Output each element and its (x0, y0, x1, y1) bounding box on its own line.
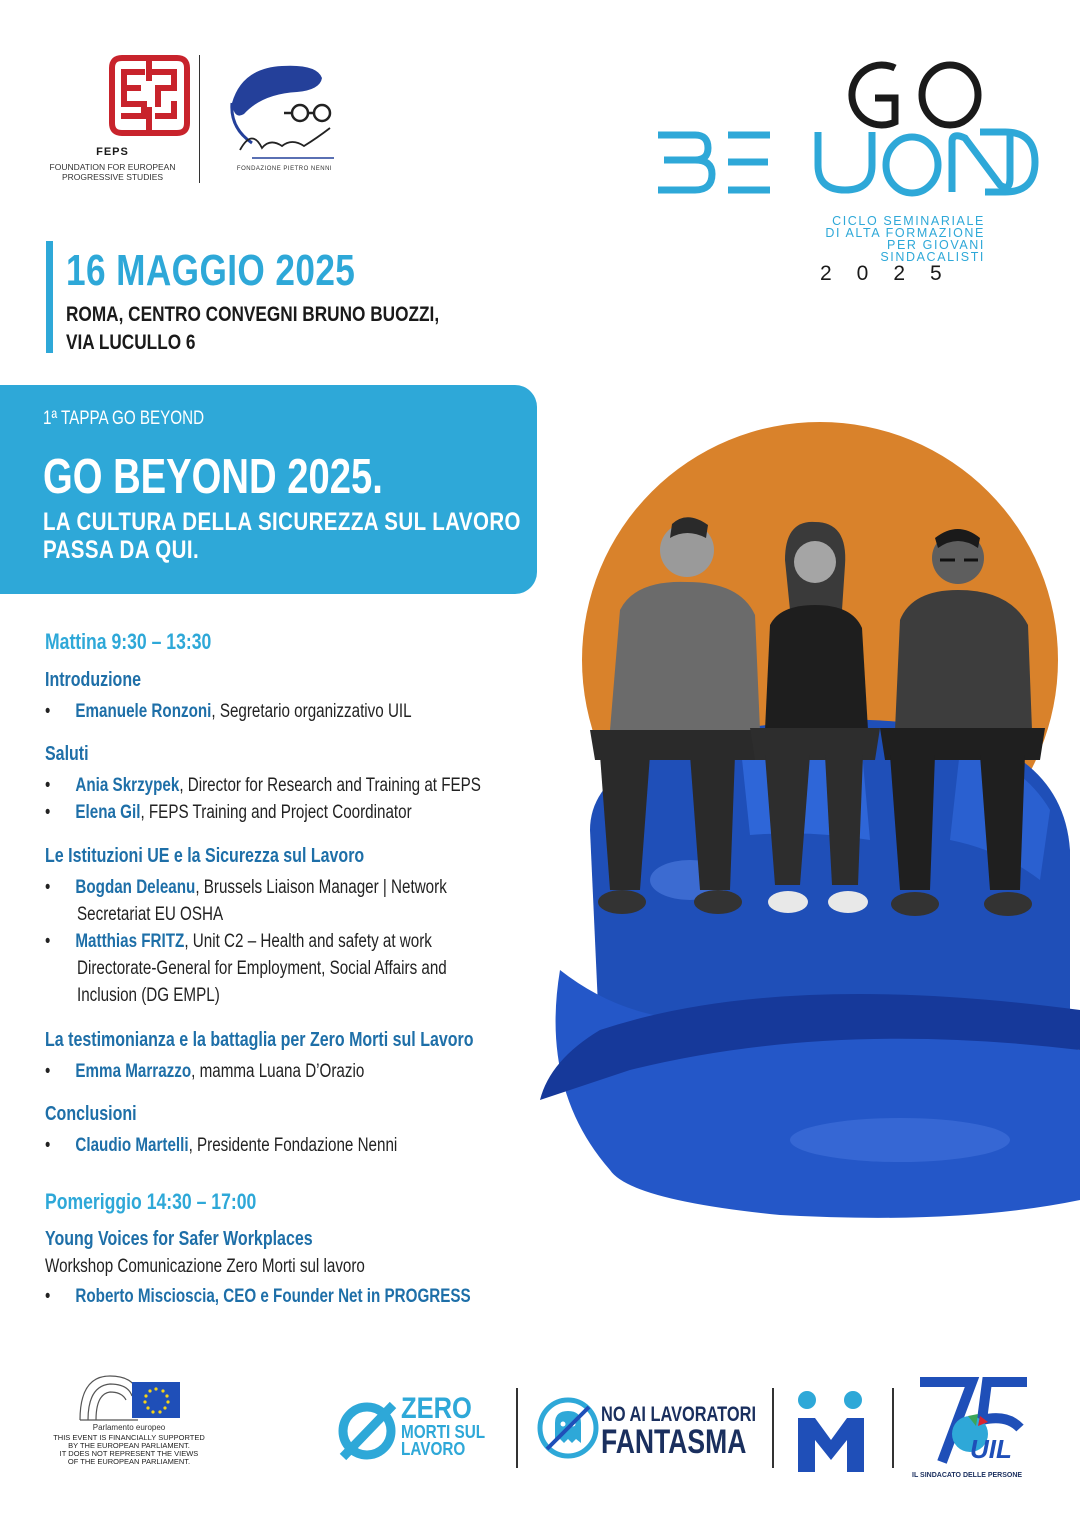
afternoon-heading: Pomeriggio 14:30 – 17:00 (45, 1189, 257, 1214)
feps-full-name: FOUNDATION FOR EUROPEAN PROGRESSIVE STUDIES (49, 162, 176, 182)
ciclo-line-3: PER GIOVANI SINDACALISTI (880, 238, 985, 264)
testimonianza-title: La testimonianza e la battaglia per Zero Morti sul Lavoro (45, 1029, 474, 1051)
venue-line-2: VIA LUCULLO 6 (66, 331, 196, 354)
list-item: • Matthias FRITZ, Unit C2 – Health and safety at work (45, 931, 432, 952)
no-sign-icon (335, 1399, 399, 1463)
uil-name: UIL (970, 1434, 1012, 1464)
feps-logo (40, 48, 185, 198)
list-item-continuation: Directorate-General for Employment, Social Affairs and (77, 958, 447, 979)
venue-line-1: ROMA, CENTRO CONVEGNI BRUNO BUOZZI, (66, 303, 440, 326)
list-item: • Emanuele Ronzoni, Segretario organizzativo UIL (45, 701, 412, 722)
ciclo-line-2: DI ALTA FORMAZIONE (825, 226, 985, 240)
list-item: • Claudio Martelli, Presidente Fondazione Nenni (45, 1135, 398, 1156)
footer-divider (772, 1388, 774, 1468)
saluti-title: Saluti (45, 743, 89, 765)
uil-logo (912, 1376, 1037, 1486)
ciclo-line-1: CICLO SEMINARIALE (832, 214, 985, 228)
list-item: • Elena Gil, FEPS Training and Project Coordinator (45, 802, 412, 823)
date-accent-bar (46, 241, 53, 353)
conclusioni-title: Conclusioni (45, 1103, 137, 1125)
fantasma-logo (537, 1395, 757, 1465)
european-parliament-logo (44, 1370, 214, 1490)
event-date: 16 MAGGIO 2025 (66, 246, 356, 295)
ghost-icon (537, 1397, 599, 1459)
nenni-hat-glasses-icon (222, 58, 347, 163)
footer-divider (892, 1388, 894, 1468)
ep-name: Parlamento europeo (92, 1423, 166, 1432)
header-divider (199, 55, 200, 183)
morning-heading: Mattina 9:30 – 13:30 (45, 629, 212, 654)
go-beyond-logo (650, 50, 1050, 290)
zero-line-3: LAVORO (401, 1439, 466, 1459)
list-item-continuation: Secretariat EU OSHA (77, 904, 224, 925)
zero-morti-logo (335, 1392, 505, 1465)
young-voices-title: Young Voices for Safer Workplaces (45, 1228, 313, 1250)
list-item: • Ania Skrzypek, Director for Research and Training at FEPS (45, 775, 481, 796)
banner-subtitle-1: LA CULTURA DELLA SICUREZZA SUL LAVORO (43, 508, 521, 536)
title-banner (0, 385, 537, 594)
uil-tagline: IL SINDACATO DELLE PERSONE (912, 1472, 1023, 1479)
istituzioni-title: Le Istituzioni UE e la Sicurezza sul Lavoro (45, 845, 365, 867)
banner-kicker: 1ª TAPPA GO BEYOND (43, 408, 205, 429)
hero-image (480, 410, 1080, 1240)
list-item: • Bogdan Deleanu, Brussels Liaison Manager | Network (45, 877, 447, 898)
feps-maze-icon (102, 48, 197, 143)
feps-acronym: FEPS (96, 146, 129, 158)
banner-title: GO BEYOND 2025. (43, 450, 383, 504)
m-logo-icon (795, 1388, 867, 1474)
ciclo-text (820, 215, 985, 263)
nenni-caption: FONDAZIONE PIETRO NENNI (236, 166, 333, 172)
introduzione-title: Introduzione (45, 669, 141, 691)
nenni-logo (222, 58, 347, 188)
fantasma-line-1: NO AI LAVORATORI (601, 1403, 757, 1426)
banner-subtitle-2: PASSA DA QUI. (43, 536, 200, 564)
fantasma-line-2: FANTASMA (601, 1423, 747, 1461)
footer-divider (516, 1388, 518, 1468)
eu-stars-flag-icon (76, 1370, 184, 1424)
list-item: • Emma Marrazzo, mamma Luana D’Orazio (45, 1061, 365, 1082)
ep-disclaimer: THIS EVENT IS FINANCIALLY SUPPORTED BY THE EUROPEAN PARLIAMENT. IT DOES NOT REPRESENT THE VIEWS OF THE EUROPEAN PARLIAMENT. (53, 1433, 205, 1466)
ciclo-year: 2025 (820, 262, 967, 285)
list-item: • Roberto Miscioscia, CEO e Founder Net in PROGRESS (45, 1286, 471, 1307)
go-beyond-wordmark (650, 50, 1050, 200)
zero-line-2: MORTI SUL (401, 1422, 486, 1442)
young-voices-subtitle: Workshop Comunicazione Zero Morti sul lavoro (45, 1256, 365, 1277)
list-item-continuation: Inclusion (DG EMPL) (77, 985, 220, 1006)
zero-line-1: ZERO (401, 1392, 472, 1425)
